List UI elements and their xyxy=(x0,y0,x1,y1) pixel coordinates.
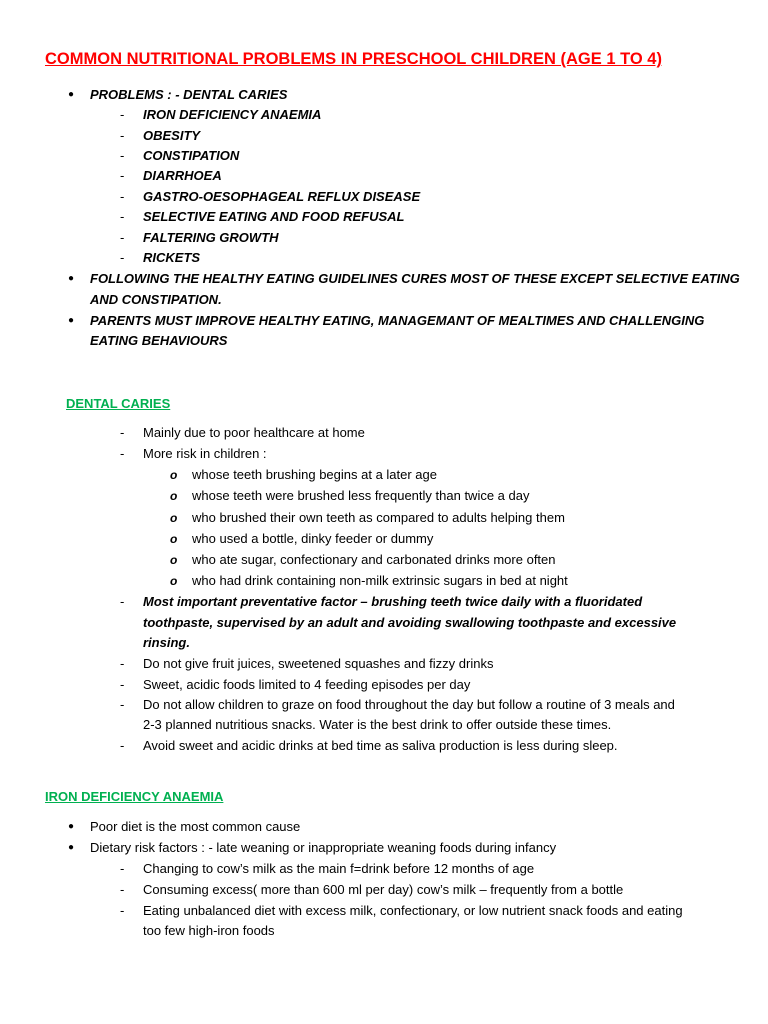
dash-icon: - xyxy=(120,738,125,753)
iron-risk-item: Eating unbalanced diet with excess milk, confectionary, or low nutrient snack foods and eating xyxy=(143,903,683,918)
dental-risk-item: whose teeth were brushed less frequently than twice a day xyxy=(192,488,530,503)
iron-risk-item-cont: too few high-iron foods xyxy=(143,923,275,938)
dash-icon: - xyxy=(120,425,125,440)
dash-icon: - xyxy=(120,250,125,265)
iron-cause: Poor diet is the most common cause xyxy=(90,819,301,834)
circle-bullet-icon: o xyxy=(170,574,178,588)
dental-tip: Sweet, acidic foods limited to 4 feeding episodes per day xyxy=(143,677,471,692)
dash-icon: - xyxy=(120,168,125,183)
problem-item: FALTERING GROWTH xyxy=(143,230,279,245)
dental-prevent-cont: toothpaste, supervised by an adult and avoiding swallowing toothpaste and excessive xyxy=(143,615,677,630)
dash-icon: - xyxy=(120,128,125,143)
dash-icon: - xyxy=(120,697,125,712)
dash-icon: - xyxy=(120,861,125,876)
circle-bullet-icon: o xyxy=(170,468,178,482)
dental-risk-item: who ate sugar, confectionary and carbonated drinks more often xyxy=(192,552,556,567)
iron-deficiency-heading: IRON DEFICIENCY ANAEMIA xyxy=(45,789,224,804)
dental-prevent: Most important preventative factor – brushing teeth twice daily with a fluoridated xyxy=(143,594,643,609)
problem-item: GASTRO-OESOPHAGEAL REFLUX DISEASE xyxy=(143,189,421,204)
circle-bullet-icon: o xyxy=(170,489,178,503)
dash-icon: - xyxy=(120,209,125,224)
bullet-icon: ● xyxy=(68,273,75,284)
dental-tip: Do not allow children to graze on food throughout the day but follow a routine of 3 meals and xyxy=(143,697,675,712)
problems-lead: PROBLEMS : - DENTAL CARIES xyxy=(90,87,288,102)
dental-tip: Avoid sweet and acidic drinks at bed time as saliva production is less during sleep. xyxy=(143,738,618,753)
dental-risk-lead: More risk in children : xyxy=(143,446,267,461)
iron-risk-item: Changing to cow’s milk as the main f=drink before 12 months of age xyxy=(143,861,535,876)
dash-icon: - xyxy=(120,446,125,461)
iron-risk-item: Consuming excess( more than 600 ml per day) cow’s milk – frequently from a bottle xyxy=(143,882,624,897)
dash-icon: - xyxy=(120,107,125,122)
bullet-icon: ● xyxy=(68,89,75,100)
dental-risk-item: who used a bottle, dinky feeder or dummy xyxy=(192,531,434,546)
dash-icon: - xyxy=(120,656,125,671)
problem-item: OBESITY xyxy=(143,128,201,143)
parents-note-cont: EATING BEHAVIOURS xyxy=(90,333,228,348)
dental-prevent-cont: rinsing. xyxy=(143,635,190,650)
bullet-icon: ● xyxy=(68,821,75,832)
dash-icon: - xyxy=(120,148,125,163)
problem-item: IRON DEFICIENCY ANAEMIA xyxy=(143,107,322,122)
page-title: COMMON NUTRITIONAL PROBLEMS IN PRESCHOOL CHILDREN (AGE 1 TO 4) xyxy=(45,50,662,68)
dash-icon: - xyxy=(120,882,125,897)
dental-risk-item: who brushed their own teeth as compared to adults helping them xyxy=(192,510,565,525)
dental-caries-heading: DENTAL CARIES xyxy=(66,396,171,411)
circle-bullet-icon: o xyxy=(170,532,178,546)
dental-tip: Do not give fruit juices, sweetened squashes and fizzy drinks xyxy=(143,656,494,671)
dental-risk-item: whose teeth brushing begins at a later age xyxy=(192,467,438,482)
problem-item: DIARRHOEA xyxy=(143,168,222,183)
dash-icon: - xyxy=(120,903,125,918)
problem-item: CONSTIPATION xyxy=(143,148,240,163)
circle-bullet-icon: o xyxy=(170,553,178,567)
dash-icon: - xyxy=(120,677,125,692)
circle-bullet-icon: o xyxy=(170,511,178,525)
dash-icon: - xyxy=(120,594,125,609)
bullet-icon: ● xyxy=(68,315,75,326)
problem-item: RICKETS xyxy=(143,250,201,265)
dental-risk-item: who had drink containing non-milk extrinsic sugars in bed at night xyxy=(192,573,568,588)
dental-cause: Mainly due to poor healthcare at home xyxy=(143,425,365,440)
problem-item: SELECTIVE EATING AND FOOD REFUSAL xyxy=(143,209,405,224)
guideline-note: FOLLOWING THE HEALTHY EATING GUIDELINES CURES MOST OF THESE EXCEPT SELECTIVE EATING xyxy=(90,271,740,286)
bullet-icon: ● xyxy=(68,842,75,853)
guideline-note-cont: AND CONSTIPATION. xyxy=(90,292,222,307)
dash-icon: - xyxy=(120,189,125,204)
iron-risk-lead: Dietary risk factors : - late weaning or inappropriate weaning foods during infancy xyxy=(90,840,557,855)
dental-tip-cont: 2-3 planned nutritious snacks. Water is the best drink to offer outside these times. xyxy=(143,717,612,732)
parents-note: PARENTS MUST IMPROVE HEALTHY EATING, MANAGEMANT OF MEALTIMES AND CHALLENGING xyxy=(90,313,705,328)
dash-icon: - xyxy=(120,230,125,245)
